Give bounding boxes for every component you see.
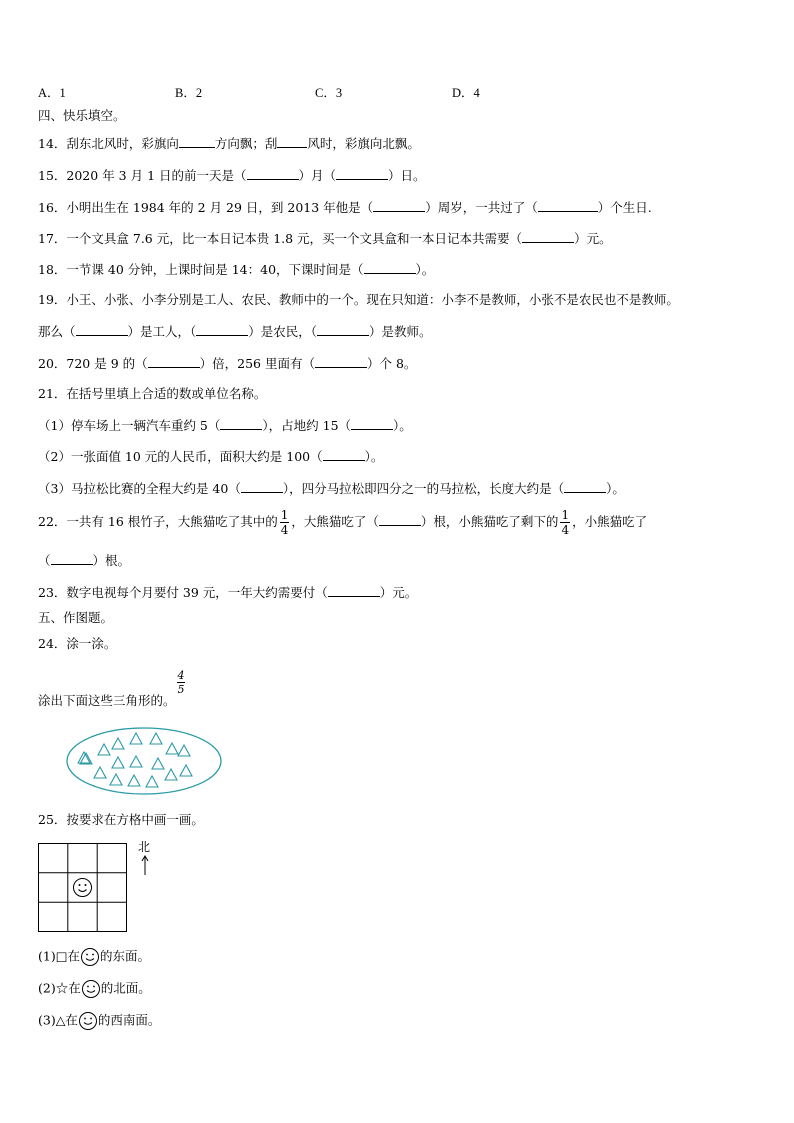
answer-blank[interactable]	[364, 261, 416, 274]
triangle-shape	[165, 769, 177, 780]
answer-blank[interactable]	[336, 167, 388, 180]
triangle-shape	[112, 738, 124, 749]
question-19: 19．小王、小张、小李分别是工人、农民、教师中的一个。现在只知道：小李不是教师，小张不是农民也不是教师。	[38, 292, 679, 307]
fraction	[177, 669, 185, 696]
answer-blank[interactable]	[247, 167, 299, 180]
triangle-shape	[180, 765, 192, 776]
section-4-heading: 四、快乐填空。	[38, 108, 126, 123]
question-25-part-2: (2)☆在 的北面。	[38, 979, 151, 999]
question-24: 24．涂一涂。	[38, 636, 117, 651]
question-24-instruction: 涂出下面这些三角形的。	[38, 693, 176, 708]
answer-blank[interactable]	[522, 230, 574, 243]
triangle-shape	[130, 733, 142, 744]
option-a: A．1	[38, 86, 66, 100]
question-17: 17．一个文具盒 7.6 元，比一本日记本贵 1.8 元，买一个文具盒和一本日记本共需要（ ）元。	[38, 231, 612, 246]
question-25-part-3: (3)△在 的西南面。	[38, 1011, 160, 1031]
question-21-part-3: （3）马拉松比赛的全程大约是 40（ ），四分马拉松即四分之一的马拉松，长度大约是（ ）。	[38, 481, 625, 496]
question-25-part-1: (1)□在 的东面。	[38, 947, 150, 967]
triangle-shape	[110, 774, 122, 785]
answer-blank[interactable]	[323, 448, 365, 461]
question-19-line-2: 那么（ ）是工人，（ ）是农民，（ ）是教师。	[38, 324, 432, 339]
question-25: 25．按要求在方格中画一画。	[38, 812, 204, 827]
answer-blank[interactable]	[241, 480, 283, 493]
answer-blank[interactable]	[51, 552, 93, 565]
smiley-icon	[74, 879, 92, 897]
answer-blank[interactable]	[76, 323, 128, 336]
fraction: $\frac{1}{4}$	[280, 508, 289, 537]
triangle-shape	[152, 758, 164, 769]
question-23: 23．数字电视每个月要付 39 元，一年大约需要付（ ）元。	[38, 585, 418, 600]
answer-blank[interactable]	[220, 417, 262, 430]
option-b: B．2	[175, 86, 203, 100]
triangle-shape	[150, 733, 162, 744]
smiley-icon	[80, 947, 100, 967]
triangle-shape	[112, 757, 124, 768]
triangles-ellipse	[64, 725, 224, 797]
question-21-part-1: （1）停车场上一辆汽车重约 5（ ），占地约 15（ ）。	[38, 418, 412, 433]
question-16: 16．小明出生在 1984 年的 2 月 29 日，到 2013 年他是（ ）周岁，一共过了（ ）个生日.	[38, 200, 652, 215]
north-label: 北	[138, 840, 151, 854]
answer-blank[interactable]	[148, 355, 200, 368]
triangle-shape	[94, 767, 106, 778]
fraction: $\frac{1}{4}$	[561, 508, 570, 537]
question-20: 20．720 是 9 的（ ）倍，256 里面有（ ）个 8。	[38, 356, 417, 371]
triangle-shape	[166, 743, 178, 754]
answer-blank[interactable]	[379, 513, 421, 526]
option-d: D．4	[452, 86, 480, 100]
answer-blank[interactable]	[315, 355, 367, 368]
question-14: 14．刮东北风时，彩旗向 方向飘；刮 风时，彩旗向北飘。	[38, 136, 420, 151]
triangle-shape	[128, 775, 140, 786]
section-5-heading: 五、作图题。	[38, 610, 114, 625]
grid-3x3	[38, 843, 128, 933]
answer-blank[interactable]	[351, 417, 393, 430]
triangle-shape	[130, 756, 142, 767]
fraction-denominator: 5	[177, 683, 185, 696]
answer-blank[interactable]	[179, 135, 215, 148]
answer-blank[interactable]	[373, 199, 425, 212]
answer-blank[interactable]	[328, 584, 380, 597]
fraction-numerator: 4	[177, 669, 185, 682]
question-21-part-2: （2）一张面值 10 元的人民币，面积大约是 100（ ）。	[38, 449, 384, 464]
question-22-line-2: （ ）根。	[38, 553, 131, 568]
triangle-shape	[98, 744, 110, 755]
triangle-shape	[178, 745, 190, 756]
answer-blank[interactable]	[538, 199, 598, 212]
north-arrow-icon	[140, 854, 150, 876]
answer-blank[interactable]	[277, 135, 307, 148]
option-c: C．3	[315, 86, 343, 100]
answer-blank[interactable]	[196, 323, 248, 336]
smiley-icon	[78, 1011, 98, 1031]
question-18: 18．一节课 40 分钟，上课时间是 14：40，下课时间是（ ）。	[38, 262, 435, 277]
answer-blank[interactable]	[317, 323, 369, 336]
question-15: 15．2020 年 3 月 1 日的前一天是（ ）月（ ）日。	[38, 168, 426, 183]
grid-border	[39, 844, 127, 932]
triangle-shape	[146, 776, 158, 787]
answer-blank[interactable]	[564, 480, 606, 493]
smiley-icon	[81, 979, 101, 999]
question-22: 22．一共有 16 根竹子，大熊猫吃了其中的 $\frac{1}{4}$ ，大熊猫吃了（ ）根，小熊猫吃了剩下的 $\frac{1}{4}$ ，小熊猫吃了	[38, 508, 648, 537]
question-21: 21．在括号里填上合适的数或单位名称。	[38, 386, 267, 401]
